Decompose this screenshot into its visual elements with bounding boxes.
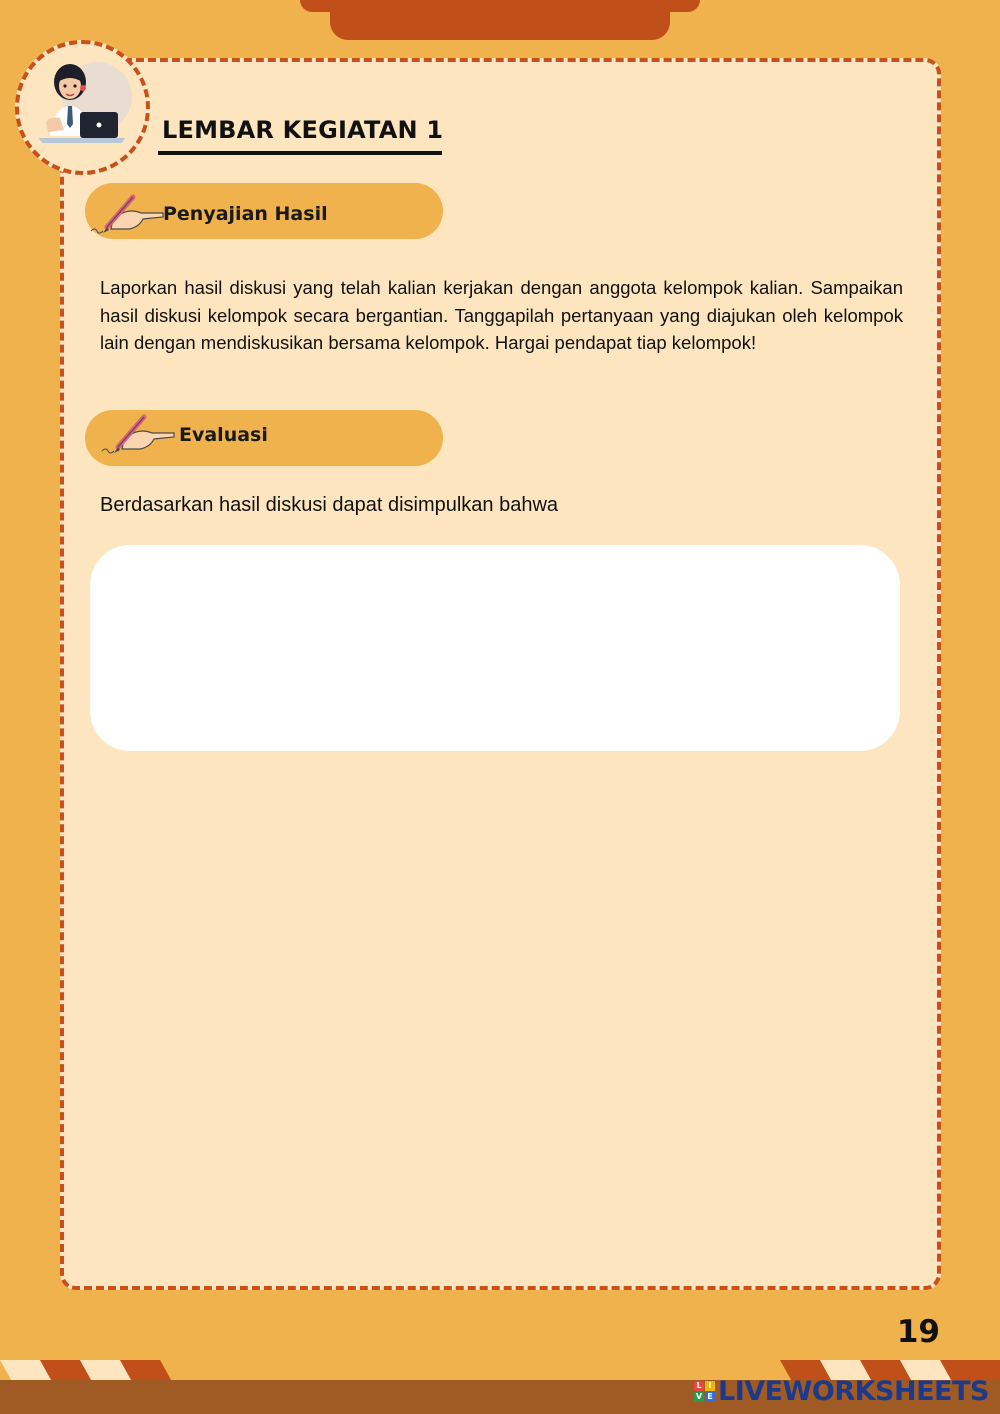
conclusion-answer-input[interactable]	[90, 545, 900, 751]
liveworksheets-logo-grid: L I V E	[694, 1381, 715, 1402]
conclusion-prompt: Berdasarkan hasil diskusi dapat disimpulkan bahwa	[100, 494, 559, 516]
liveworksheets-wordmark: LIVEWORKSHEETS	[718, 1375, 989, 1407]
presentation-instructions: Laporkan hasil diskusi yang telah kalian kerjakan dengan anggota kelompok kalian. Sampaikan hasil diskusi kelompok secara bergantian. Tanggapilah pertanyaan yang diajukan oleh kelompok lain dengan mendiskusikan bersama kelompok. Hargai pendapat tiap kelompok!	[100, 277, 903, 353]
teacher-avatar-icon	[28, 52, 136, 160]
liveworksheets-logo	[694, 1374, 989, 1408]
worksheet-title: LEMBAR KEGIATAN 1	[162, 116, 444, 144]
evaluation-heading: Evaluasi	[179, 424, 268, 446]
title-underline	[158, 151, 442, 155]
presentation-heading: Penyajian Hasil	[163, 203, 328, 225]
top-tab-decoration	[330, 0, 670, 40]
page-number: 19	[896, 1314, 940, 1350]
hand-writing-pen-icon	[100, 413, 176, 462]
hand-writing-pen-icon	[89, 193, 165, 242]
